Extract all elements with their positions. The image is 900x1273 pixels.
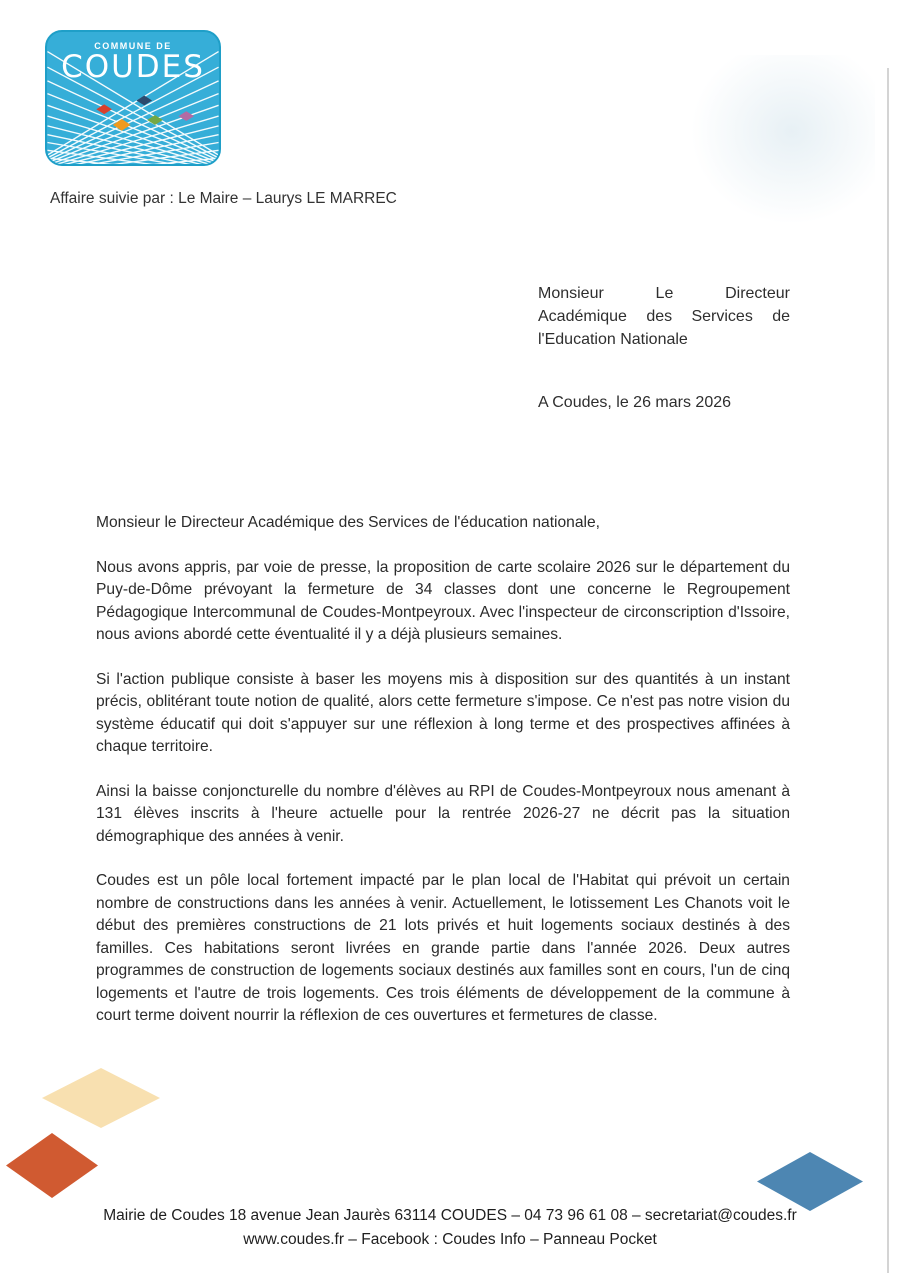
recipient-block	[538, 282, 790, 351]
footer-web-line: www.coudes.fr – Facebook : Coudes Info – Panneau Pocket	[243, 1231, 657, 1248]
case-handler-line: Affaire suivie par : Le Maire – Laurys LE MARREC	[50, 190, 397, 207]
paragraph: Ainsi la baisse conjoncturelle du nombre d'élèves au RPI de Coudes-Montpeyroux nous amenant à 131 élèves inscrits à l'heure actuelle pour la rentrée 2026-27 ne décrit pas la situation démographique des années à venir.	[96, 782, 790, 845]
logo-commune-de-text: COMMUNE DE	[94, 41, 172, 51]
recipient-line: Académique des Services de	[538, 308, 790, 325]
salutation: Monsieur le Directeur Académique des Services de l'éducation nationale,	[96, 514, 600, 531]
letter-body	[96, 512, 790, 1050]
scan-artifact-smudge	[690, 55, 875, 225]
commune-de-coudes-logo	[45, 30, 221, 166]
recipient-line: Monsieur Le Directeur	[538, 285, 790, 302]
decor-diamond-cream	[42, 1068, 160, 1128]
recipient-line: l'Education Nationale	[538, 331, 688, 348]
footer-address-line: Mairie de Coudes 18 avenue Jean Jaurès 63114 COUDES – 04 73 96 61 08 – secretariat@coudes.fr	[103, 1207, 797, 1224]
logo-diamond-red-icon	[96, 104, 112, 114]
logo-coudes-text: COUDES	[61, 49, 205, 85]
paragraph: Coudes est un pôle local fortement impacté par le plan local de l'Habitat qui prévoit un certain nombre de constructions dans les années à venir. Actuellement, le lotissement Les Chanots voit le début des premières constructions de 21 lots privés et huit logements sociaux destinés à des familles. Ces habitations seront livrées en grande partie dans l'année 2026. Deux autres programmes de construction de logements sociaux destinés aux familles sont en cours, l'un de cinq logements et l'autre de trois logements. Ces trois éléments de développement de la commune à court terme doivent nourrir la réflexion de ces ouvertures et fermetures de classe.	[96, 872, 790, 1024]
decor-diamond-blue	[757, 1152, 863, 1211]
paragraph: Si l'action publique consiste à baser les moyens mis à disposition sur des quantités à un instant précis, oblitérant toute notion de qualité, alors cette fermeture s'impose. Ce n'est pas notre vision du système éducatif qui doit s'appuyer sur une réflexion à long terme et des prospectives affinées à chaque territoire.	[96, 670, 790, 755]
logo-diamond-purple-icon	[178, 111, 194, 121]
decor-diamond-orange	[6, 1133, 98, 1198]
date-line: A Coudes, le 26 mars 2026	[538, 394, 732, 411]
scan-artifact-line	[887, 68, 889, 1273]
paragraph: Nous avons appris, par voie de presse, la proposition de carte scolaire 2026 sur le département du Puy-de-Dôme prévoyant la fermeture de 34 classes dont une concerne le Regroupement Pédagogique Intercommunal de Coudes-Montpeyroux. Avec l'inspecteur de circonscription d'Issoire, nous avions abordé cette éventualité il y a déjà plusieurs semaines.	[96, 558, 790, 643]
